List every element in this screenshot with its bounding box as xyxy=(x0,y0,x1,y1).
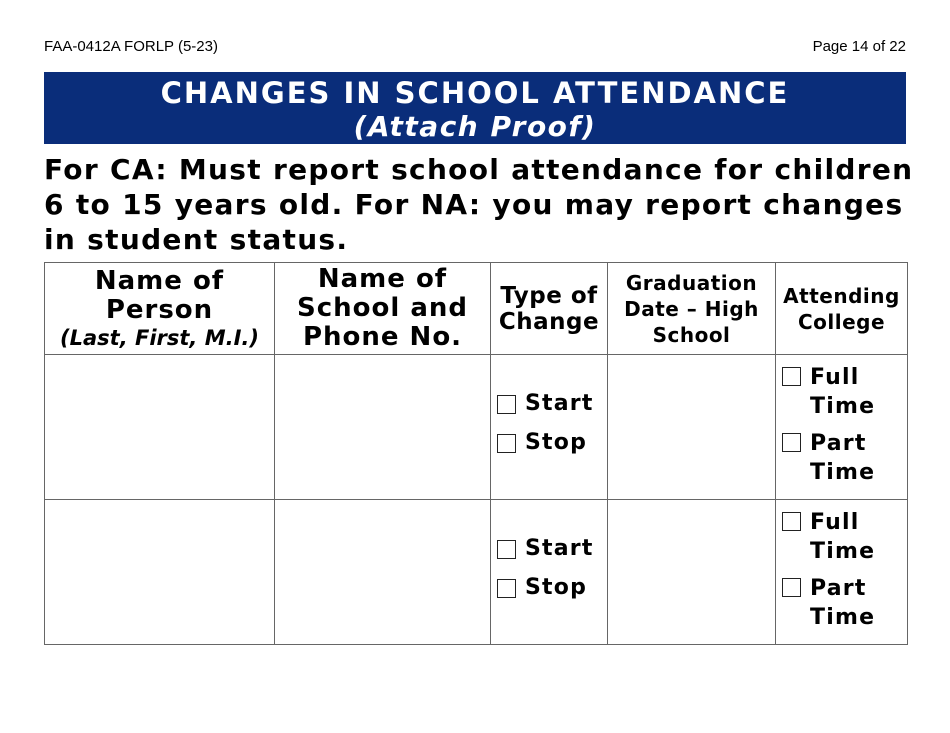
col-header-school xyxy=(275,263,491,355)
form-header xyxy=(44,38,906,55)
instructions-text: For CA: Must report school attendance for children 6 to 15 years old. For NA: you may report changes in student status. xyxy=(44,153,914,256)
full-time-option xyxy=(782,508,907,566)
col-name-note: (Last, First, M.I.) xyxy=(60,325,259,350)
attending-college-cell xyxy=(776,500,908,645)
col-header-name xyxy=(45,263,275,355)
graduation-date-cell[interactable] xyxy=(608,500,776,645)
col-header-college xyxy=(776,263,908,355)
col-school-label: Name of School and Phone No. xyxy=(296,264,468,352)
full-time-checkbox[interactable] xyxy=(782,512,801,531)
table-row xyxy=(45,500,908,645)
attending-college-cell xyxy=(776,355,908,500)
part-time-label: Part Time xyxy=(810,431,876,485)
part-time-option xyxy=(782,574,907,632)
table-row xyxy=(45,355,908,500)
stop-label: Stop xyxy=(525,430,588,455)
part-time-label: Part Time xyxy=(810,576,876,630)
attendance-table xyxy=(44,262,908,645)
full-time-label: Full Time xyxy=(810,510,876,564)
name-cell[interactable] xyxy=(45,355,275,500)
start-label: Start xyxy=(525,536,594,561)
start-option xyxy=(497,536,607,561)
start-checkbox[interactable] xyxy=(497,395,516,414)
col-graduation-label: Graduation Date – High School xyxy=(624,270,759,347)
section-title: CHANGES IN SCHOOL ATTENDANCE xyxy=(160,76,790,110)
full-time-label: Full Time xyxy=(810,365,876,419)
graduation-date-cell[interactable] xyxy=(608,355,776,500)
table-header-row xyxy=(45,263,908,355)
part-time-option xyxy=(782,429,907,487)
col-type-label: Type of Change xyxy=(498,282,600,335)
col-name-label: Name of Person xyxy=(94,265,225,325)
col-header-graduation xyxy=(608,263,776,355)
type-of-change-cell xyxy=(491,500,608,645)
start-option xyxy=(497,391,607,416)
stop-checkbox[interactable] xyxy=(497,434,516,453)
full-time-checkbox[interactable] xyxy=(782,367,801,386)
start-label: Start xyxy=(525,391,594,416)
stop-option xyxy=(497,575,607,600)
section-banner xyxy=(44,72,906,144)
stop-option xyxy=(497,430,607,455)
start-checkbox[interactable] xyxy=(497,540,516,559)
part-time-checkbox[interactable] xyxy=(782,578,801,597)
name-cell[interactable] xyxy=(45,500,275,645)
col-college-label: Attending College xyxy=(783,283,900,334)
part-time-checkbox[interactable] xyxy=(782,433,801,452)
full-time-option xyxy=(782,363,907,421)
form-id: FAA-0412A FORLP (5-23) xyxy=(44,38,218,55)
col-header-type xyxy=(491,263,608,355)
type-of-change-cell xyxy=(491,355,608,500)
school-cell[interactable] xyxy=(275,355,491,500)
stop-checkbox[interactable] xyxy=(497,579,516,598)
section-subtitle: (Attach Proof) xyxy=(353,110,597,143)
stop-label: Stop xyxy=(525,575,588,600)
page-number: Page 14 of 22 xyxy=(812,38,906,55)
school-cell[interactable] xyxy=(275,500,491,645)
